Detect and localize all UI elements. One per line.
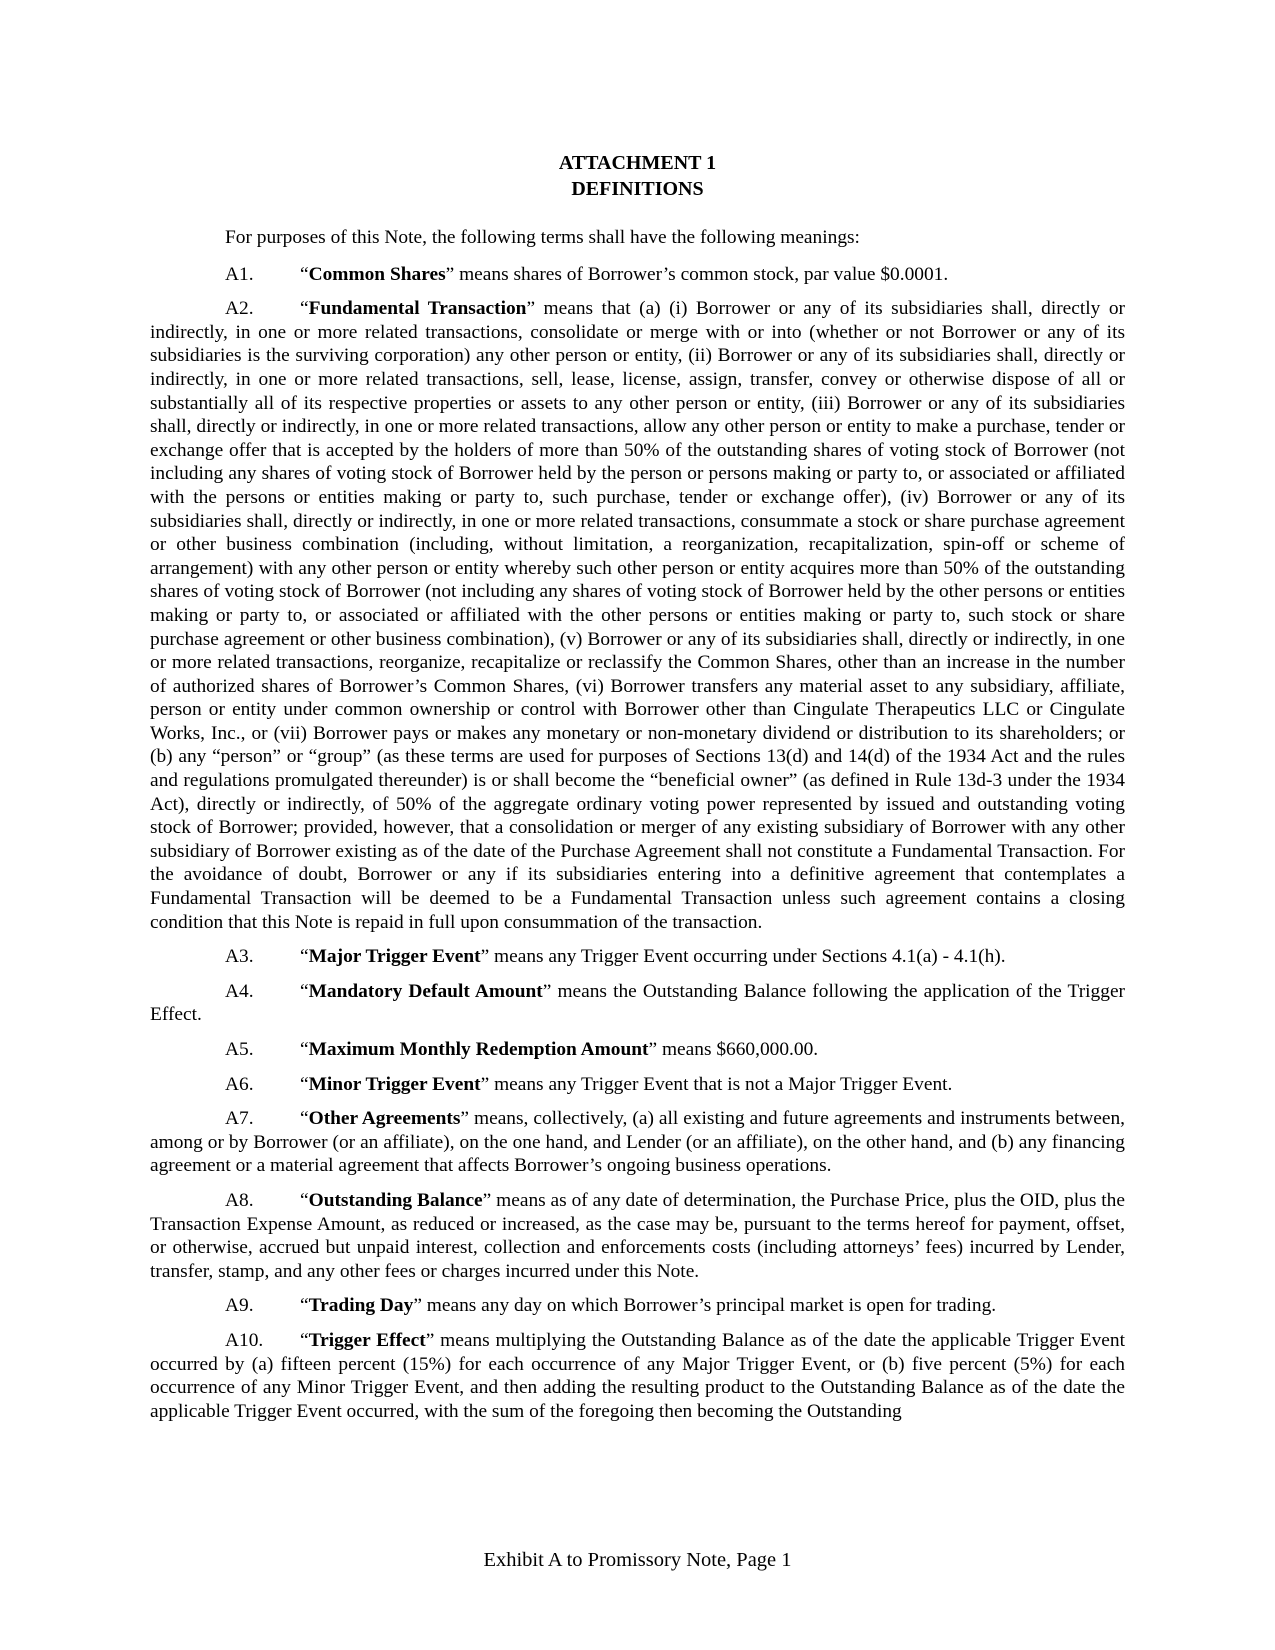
definition-text: means as of any date of determination, the Purchase Price, plus the OID, plus the Transaction Expense Amount, as reduced or increased, as the case may be, pursuant to the terms hereof for payment, offset, or otherwise, accrued but unpaid interest, collection and enforcements costs (including attorneys’ fees) incurred by Lender, transfer, stamp, and any other fees or charges incurred under this Note. xyxy=(150,1189,1125,1282)
definition-term: Fundamental Transaction xyxy=(308,298,527,320)
definition-term: Trigger Effect xyxy=(308,1329,426,1351)
definition-a4: A4. “Mandatory Default Amount” means the Outstanding Balance following the application of the Trigger Effect. xyxy=(150,980,1126,1026)
definition-a2: A2. “Fundamental Transaction” means that (a) (i) Borrower or any of its subsidiaries shall, directly or indirectly, in one or more related transactions, consolidate or merge with or into (whether or not Borrower or any of its subsidiaries is the surviving corporation) any other person or entity, (ii) Borrower or any of its subsidiaries shall, directly or indirectly, in one or more related transactions, sell, lease, license, assign, transfer, convey or otherwise dispose of all or substantially all of its respective properties or assets to any other person or entity, (iii) Borrower or any of its subsidiaries shall, directly or indirectly, in one or more related transactions, allow any other person or entity to make a purchase, tender or exchange offer that is accepted by the holders of more than 50% of the outstanding shares of voting stock of Borrower (not including any shares of voting stock of Borrower held by the person or persons making or party to, or associated or affiliated with the persons or entities making or party to, such purchase, tender or exchange offer), (iv) Borrower or any of its subsidiaries shall, directly or indirectly, in one or more related transactions, consummate a stock or share purchase agreement or other business combination (including, without limitation, a reorganization, recapitalization, spin-off or scheme of arrangement) with any other person or entity whereby such other person or entity acquires more than 50% of the outstanding shares of voting stock of Borrower (not including any shares of voting stock of Borrower held by the other persons or entities making or party to, or associated or affiliated with the other persons or entities making or party to, such stock or share purchase agreement or other business combination), (v) Borrower or any of its subsidiaries shall, directly or indirectly, in one or more related transactions, reorganize, recapitalize or reclassify the Common Shares, other than an increase in the number of authorized shares of Borrower’s Common Shares, (vi) Borrower transfers any material asset to any subsidiary, affiliate, person or entity under common ownership or control with Borrower other than Cingulate Therapeutics LLC or Cingulate Works, Inc., or (vii) Borrower pays or makes any monetary or non-monetary dividend or distribution to its shareholders; or (b) any “person” or “group” (as these terms are used for purposes of Sections 13(d) and 14(d) of the 1934 Act and the rules and regulations promulgated thereunder) is or shall become the “beneficial owner” (as defined in Rule 13d-3 under the 1934 Act), directly or indirectly, of 50% of the aggregate ordinary voting power represented by issued and outstanding voting stock of Borrower; provided, however, that a consolidation or merger of any existing subsidiary of Borrower with any other subsidiary of Borrower existing as of the date of the Purchase Agreement shall not constitute a Fundamental Transaction. For the avoidance of doubt, Borrower or any if its subsidiaries entering into a definitive agreement that contemplates a Fundamental Transaction will be deemed to be a Fundamental Transaction unless such agreement contains a closing condition that this Note is repaid in full upon consummation of the transaction. xyxy=(150,298,1125,933)
definition-text: means $660,000.00. xyxy=(657,1039,819,1060)
definition-text: means multiplying the Outstanding Balance as of the date the applicable Trigger Event occurred by (a) fifteen percent (15%) for each occurrence of any Major Trigger Event, or (b) five percent (5%) for each occurrence of any Minor Trigger Event, and then adding the resulting product to the Outstanding Balance as of the date the applicable Trigger Event occurred, with the sum of the foregoing then becoming the Outstanding xyxy=(150,1329,1125,1422)
definition-term: Mandatory Default Amount xyxy=(308,980,543,1002)
definition-term: Other Agreements xyxy=(308,1108,461,1130)
definition-term: Common Shares xyxy=(308,263,446,285)
definition-number: A3. xyxy=(225,946,254,968)
definition-text: means any day on which Borrower’s principal market is open for trading. xyxy=(421,1295,997,1317)
definition-number: A1. xyxy=(225,263,254,285)
definition-a6: A6. “Minor Trigger Event” means any Trigger Event that is not a Major Trigger Event. xyxy=(225,1073,953,1095)
definition-number: A9. xyxy=(225,1295,254,1317)
definition-number: A5. xyxy=(225,1039,254,1060)
definition-number: A8. xyxy=(225,1189,254,1211)
definition-number: A7. xyxy=(225,1108,254,1130)
definition-number: A2. xyxy=(225,298,254,320)
definition-a10: A10. “Trigger Effect” means multiplying the Outstanding Balance as of the date the applicable Trigger Event occurred by (a) fifteen percent (15%) for each occurrence of any Major Trigger Event, or (b) five percent (5%) for each occurrence of any Minor Trigger Event, and then adding the resulting product to the Outstanding Balance as of the date the applicable Trigger Event occurred, with the sum of the foregoing then becoming the Outstanding xyxy=(150,1329,1125,1422)
definition-text: means that (a) (i) Borrower or any of its subsidiaries shall, directly or indirectly, in one or more related transactions, consolidate or merge with or into (whether or not Borrower or any of its subsidiaries is the surviving corporation) any other person or entity, (ii) Borrower or any of its subsidiaries shall, directly or indirectly, in one or more related transactions, sell, lease, license, assign, transfer, convey or otherwise dispose of all or substantially all of its respective properties or assets to any other person or entity, (iii) Borrower or any of its subsidiaries shall, directly or indirectly, in one or more related transactions, allow any other person or entity to make a purchase, tender or exchange offer that is accepted by the holders of more than 50% of the outstanding shares of voting stock of Borrower (not including any shares of voting stock of Borrower held by the person or persons making or party to, or associated or affiliated with the persons or entities making or party to, such purchase, tender or exchange offer), (iv) Borrower or any of its subsidiaries shall, directly or indirectly, in one or more related transactions, consummate a stock or share purchase agreement or other business combination (including, without limitation, a reorganization, recapitalization, spin-off or scheme of arrangement) with any other person or entity whereby such other person or entity acquires more than 50% of the outstanding shares of voting stock of Borrower (not including any shares of voting stock of Borrower held by the other persons or entities making or party to, or associated or affiliated with the other persons or entities making or party to, such stock or share purchase agreement or other business combination), (v) Borrower or any of its subsidiaries shall, directly or indirectly, in one or more related transactions, reorganize, recapitalize or reclassify the Common Shares, other than an increase in the number of authorized shares of Borrower’s Common Shares, (vi) Borrower transfers any material asset to any subsidiary, affiliate, person or entity under common ownership or control with Borrower other than Cingulate Therapeutics LLC or Cingulate Works, Inc., or (vii) Borrower pays or makes any monetary or non-monetary dividend or distribution to its shareholders; or (b) any “person” or “group” (as these terms are used for purposes of Sections 13(d) and 14(d) of the 1934 Act and the rules and regulations promulgated thereunder) is or shall become the “beneficial owner” (as defined in Rule 13d-3 under the 1934 Act), directly or indirectly, of 50% of the aggregate ordinary voting power represented by issued and outstanding voting stock of Borrower; provided, however, that a consolidation or merger of any existing subsidiary of Borrower with any other subsidiary of Borrower existing as of the date of the Purchase Agreement shall not constitute a Fundamental Transaction. For the avoidance of doubt, Borrower or any if its subsidiaries entering into a definitive agreement that contemplates a Fundamental Transaction will be deemed to be a Fundamental Transaction unless such agreement contains a closing condition that this Note is repaid in full upon consummation of the transaction. xyxy=(150,298,1125,933)
definition-text: means the Outstanding Balance following the application of the Trigger Effect. xyxy=(150,980,1126,1026)
definition-number: A10. xyxy=(225,1329,264,1351)
definition-term: Trading Day xyxy=(308,1295,414,1317)
page-footer: Exhibit A to Promissory Note, Page 1 xyxy=(483,1549,792,1571)
definition-term: Major Trigger Event xyxy=(308,946,481,968)
definitions-heading: DEFINITIONS xyxy=(571,178,704,200)
definition-term: Minor Trigger Event xyxy=(308,1073,481,1095)
definition-text: means any Trigger Event occurring under Sections 4.1(a) - 4.1(h). xyxy=(489,946,1006,968)
definition-a7: A7. “Other Agreements” means, collectively, (a) all existing and future agreements and instruments between, among or by Borrower (or an affiliate), on the one hand, and Lender (or an affiliate), on the other hand, and (b) any financing agreement or a material agreement that affects Borrower’s ongoing business operations. xyxy=(150,1108,1125,1177)
definition-a1: A1. “Common Shares” means shares of Borrower’s common stock, par value $0.0001. xyxy=(225,263,949,285)
definition-term: Outstanding Balance xyxy=(308,1189,483,1211)
definition-text: means any Trigger Event that is not a Major Trigger Event. xyxy=(489,1073,953,1095)
definition-term: Maximum Monthly Redemption Amount xyxy=(308,1039,649,1060)
definition-number: A6. xyxy=(225,1073,254,1095)
definition-a8: A8. “Outstanding Balance” means as of any date of determination, the Purchase Price, plus the OID, plus the Transaction Expense Amount, as reduced or increased, as the case may be, pursuant to the terms hereof for payment, offset, or otherwise, accrued but unpaid interest, collection and enforcements costs (including attorneys’ fees) incurred by Lender, transfer, stamp, and any other fees or charges incurred under this Note. xyxy=(150,1189,1125,1282)
definition-text: means, collectively, (a) all existing and future agreements and instruments between, among or by Borrower (or an affiliate), on the one hand, and Lender (or an affiliate), on the other hand, and (b) any financing agreement or a material agreement that affects Borrower’s ongoing business operations. xyxy=(150,1108,1125,1177)
definition-text: means shares of Borrower’s common stock, par value $0.0001. xyxy=(454,263,949,285)
intro-paragraph: For purposes of this Note, the following terms shall have the following meanings: xyxy=(225,227,860,248)
definition-a5: A5. “Maximum Monthly Redemption Amount” means $660,000.00. xyxy=(225,1039,819,1060)
definition-number: A4. xyxy=(225,980,254,1002)
definition-a3: A3. “Major Trigger Event” means any Trigger Event occurring under Sections 4.1(a) - 4.1(h). xyxy=(225,946,1006,968)
attachment-title: ATTACHMENT 1 xyxy=(558,152,717,174)
document-body xyxy=(150,226,1125,1434)
definition-a9: A9. “Trading Day” means any day on which Borrower’s principal market is open for trading. xyxy=(225,1295,997,1317)
